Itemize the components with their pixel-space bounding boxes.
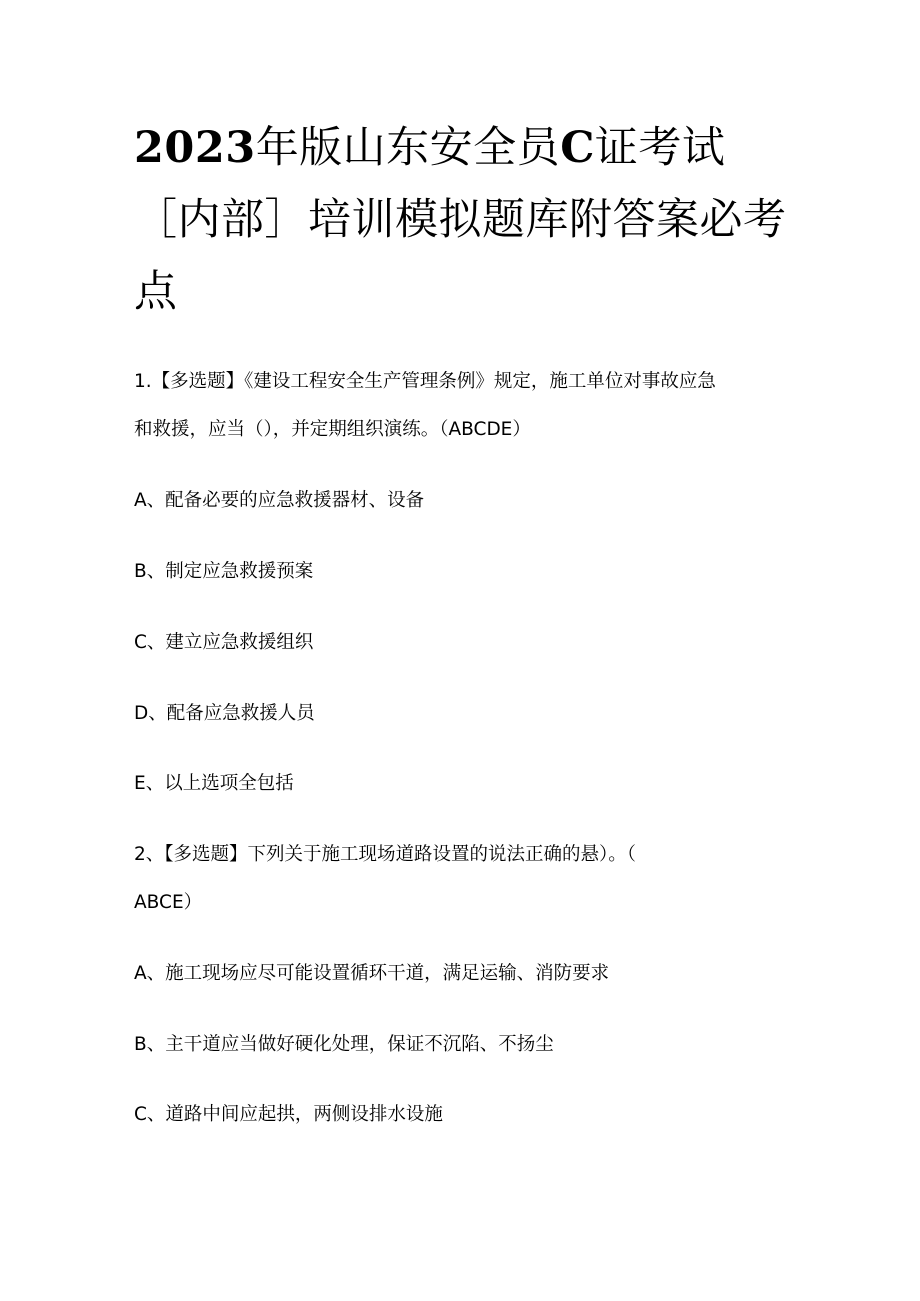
- title-line-1: [134, 112, 794, 184]
- question-1-option-e: E、以上选项全包括: [134, 773, 294, 794]
- question-2-option-a: A、施工现场应尽可能设置循环干道，满足运输、消防要求: [134, 963, 610, 984]
- question-1-stem-line-2: 和救援，应当（），并定期组织演练。（ABCDE）: [134, 419, 531, 440]
- question-2-stem-line-1: 2、【多选题】下列关于施工现场道路设置的说法正确的悬）。（: [134, 844, 637, 865]
- title-line-2: ［内部］培训模拟题库附答案必考: [134, 195, 787, 245]
- title-year: 2023: [134, 123, 256, 173]
- title-text-a: 年版山东安全员: [255, 123, 561, 173]
- title-line-3: 点: [134, 267, 178, 317]
- question-2-stem-line-2: ABCE）: [134, 892, 203, 913]
- question-1-option-b: B、制定应急救援预案: [134, 561, 314, 582]
- question-1-stem-line-1: 1.【多选题】《建设工程安全生产管理条例》规定，施工单位对事故应急: [134, 371, 716, 392]
- document-title: [134, 112, 794, 328]
- question-1-option-d: D、配备应急救援人员: [134, 703, 315, 724]
- question-2-option-c: C、道路中间应起拱，两侧设排水设施: [134, 1104, 443, 1125]
- title-text-b: 证考试: [594, 123, 726, 173]
- title-letter: C: [560, 123, 595, 173]
- question-2-option-b: B、主干道应当做好硬化处理，保证不沉陷、不扬尘: [134, 1034, 554, 1055]
- question-1-option-c: C、建立应急救援组织: [134, 632, 314, 653]
- question-1-option-a: A、配备必要的应急救援器材、设备: [134, 490, 425, 511]
